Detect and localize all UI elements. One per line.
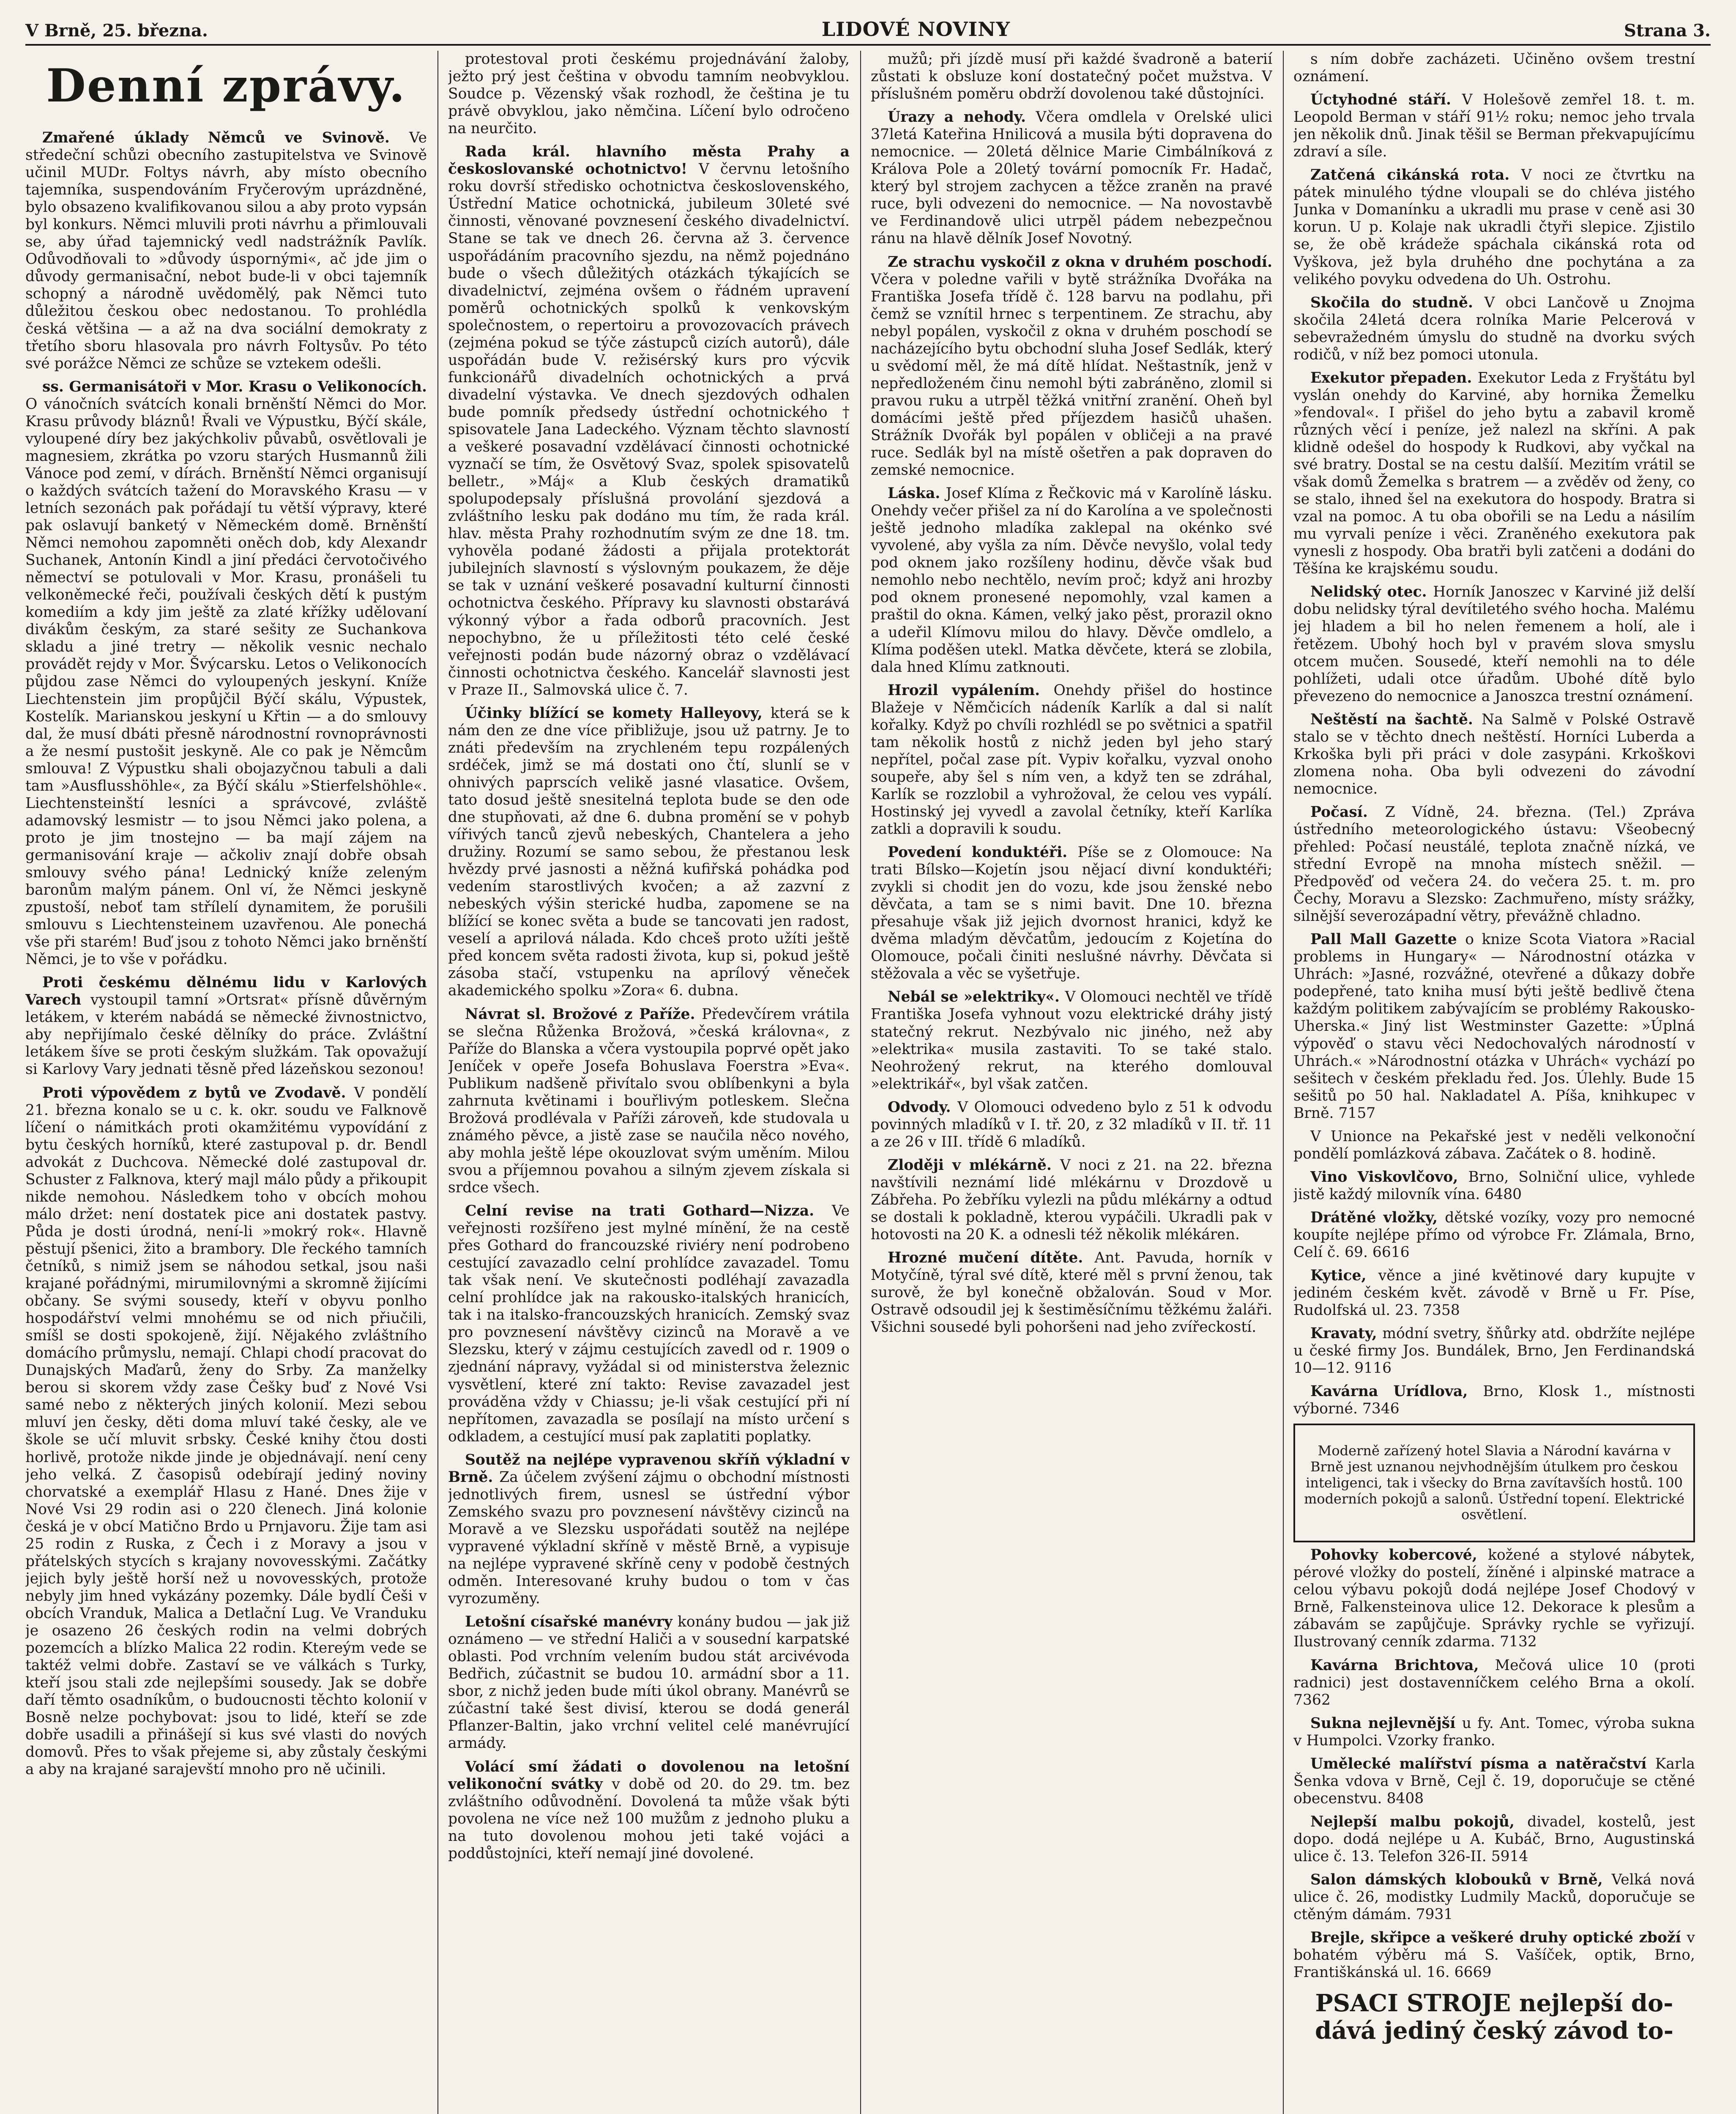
article-headline: Pall Mall Gazette xyxy=(1310,931,1465,948)
article-body: V obci Lančově u Znojma skočila 24letá dcera rolníka Marie Pelcerová v sebevražedném úmyslu do studně na dvorku svých rodičů, v níž bez pomoci utonula. xyxy=(1293,294,1695,363)
article-headline: Letošní císařské manévry xyxy=(465,1613,678,1631)
classified-text xyxy=(1293,1657,1695,1709)
article-text xyxy=(448,1613,850,1752)
classified-body: Mečová ulice 10 (proti radnici) jest dostavenníčkem celého Brna a okolí. 7362 xyxy=(1293,1657,1695,1709)
article-text xyxy=(25,974,427,1078)
article-headline: Nebál se »elektriky«. xyxy=(888,989,1065,1006)
column-4 xyxy=(1293,51,1695,2114)
classified-text xyxy=(1301,1443,1687,1523)
article xyxy=(1293,931,1695,1122)
classified-text xyxy=(1293,1169,1695,1203)
article-headline: Proti českému dělnému lidu v Karlových Varech xyxy=(25,974,427,1009)
header-title: LIDOVÉ NOVINY xyxy=(821,18,1010,41)
article-body: s ním dobře zacházeti. Učiněno ovšem trestní oznámení. xyxy=(1293,51,1695,85)
article xyxy=(448,1613,850,1752)
article-headline: Počasí. xyxy=(1310,803,1385,821)
classified-ad xyxy=(1293,1755,1695,1807)
article xyxy=(871,51,1272,103)
article-text xyxy=(1293,51,1695,85)
article-text xyxy=(871,254,1272,479)
article xyxy=(25,974,427,1078)
classified-ad xyxy=(1293,1267,1695,1319)
header-date: V Brně, 25. března. xyxy=(25,21,208,41)
article-headline: Volácí smí žádati o dovolenou na letošní velikonoční svátky xyxy=(448,1758,850,1793)
classified-body: Brno, Klosk 1., místnosti výborné. 7346 xyxy=(1293,1383,1695,1418)
article-headline: Hrozné mučení dítěte. xyxy=(888,1249,1095,1267)
article-body: V pondělí 21. března konalo se u c. k. okr. soudu ve Falknově líčení o námitkách proti okamžitému vypovídání z bytu českých horníků, které zastupoval p. dr. Bendl advokát z Duchcova. Německé dolé zastupoval dr. Schuster z Falknova, který majl málo půdy a přikoupit nikde nemohou. Následkem toho v obcích mohou málo držet: není dostatek pice ani dostatek pastvy. Půda je dosti úrodná, není-li »mokrý rok«. Hlavně pěstují pšenici, žito a brambory. Dle řeckého tamních četníků, s nimiž jsem se náhodou setkal, jsou naši krajané pořádnými, mirumilovnými a skromně žijícími občany. Se svými sousedy, kteří v obyvu ponlho hospodářství velmi mnohému se od nich přiučili, smíšl se dosti spokojeně, žijí. Nějakého zvláštního domácího průmyslu, nemají. Chlapi chodí pracovat do Dunajských Maďarů, ženy do Srby. Za manželky berou si skorem vždy zase Češky buď z Nové Vsi samé nebo z některých jiných kolonií. Mezi sebou mluví jen česky, děti doma mluví také česky, ale ve škole se učí mluvit srbsky. České knihy čtou dosti horlivě, protože nikde jinde je objednávají. není ceny jeho velká. Z časopisů odebírají jediný noviny chorvatské a exemplář Hlasu z Hané. Dnes žije v Nové Vsi 29 rodin asi o 220 členech. Jiná kolonie česká je v obcí Matično Brdo u Prnjavoru. Žije tam asi 25 rodin z Ruska, z Čech i z Moravy a jsou v přátelských stycích s krajany novovesskými. Začátky jejich byly ještě horší než u novovesských, protože nebyly jim hned vykázány pozemky. Dále bydlí Češi v obcích Vranduk, Malica a Detlační Lug. Ve Vranduku je osazeno 26 českých rodin na velmi dobrých pozemcích a blízko Malica 22 rodin. Ktereým vede se taktéž velmi dobře. Zastaví se ve válkách s Turky, kteří jsou stali zde nejlepšími sousedy. Jak se dobře daří těmto osadníkům, o budoucnosti těchto kolonií v Bosně nelze pochybovat: jsou to lidé, kteří se zde dobře usadili a přinášejí si kus své vlasti do nových domovů. Přes to však přejeme si, aby zůstaly českými a aby na krajané sarajevští mnoho pro ně učinili. xyxy=(25,1084,427,1778)
classified-ad xyxy=(1293,1169,1695,1203)
classified-body: Karla Šenka vdova v Brně, Cejl č. 19, doporučuje se ctěné obecenstvu. 8408 xyxy=(1293,1755,1695,1807)
article xyxy=(1293,1128,1695,1163)
article-body: Na Salmě v Polské Ostravě stalo se v těchto dnech neštěstí. Horníci Luberda a Krkoška byli při práci v dole zasypáni. Krkoškovi zlomena noha. Oba byli odvezeni do závodní nemocnice. xyxy=(1293,711,1695,797)
article-body: V Olomouci nechtěl ve třídě Františka Josefa vyhnout vozu elektrické dráhy jistý statečný rekrut. Nezbývalo nic jiného, než aby »elektrika« musila zastaviti. To se také stalo. Neohrožený rekrut, na kterého domlouval »elektrikář«, byl však zatčen. xyxy=(871,989,1272,1093)
classified-headline: Moderně zařízený hotel Slavia a Národní kavárna xyxy=(1318,1443,1663,1459)
article xyxy=(871,844,1272,983)
article-text xyxy=(871,989,1272,1093)
article-body: Z Vídně, 24. března. (Tel.) Zpráva ústředního meteorologického ústavu: Všeobecný přehled: Počasí neustálé, teplota značně nízká, ve střední Evropě na mnoha místech sněžil. — Předpověď od večera 24. do večera 25. t. m. pro Čechy, Moravu a Slezsko: Zachmuřeno, místy srážky, silnější severozápadní větry, převážně chladno. xyxy=(1293,803,1695,925)
article-headline: ss. Germanisátoři v Mor. Krasu o Velikonocích. xyxy=(42,378,427,395)
article-headline: Odvody. xyxy=(888,1098,958,1116)
classified-headline: Kytice, xyxy=(1310,1267,1378,1284)
classified-ad xyxy=(1293,1929,1695,1981)
classified-body: Velká nová ulice č. 26, modistky Ludmily Macků, doporučuje se ctěným dámám. 7931 xyxy=(1293,1871,1695,1923)
classified-ad xyxy=(1293,1813,1695,1865)
article-body: Ant. Pavuda, horník v Motyčíně, týral své dítě, které měl s první ženou, tak surově, že byl konečně obžalován. Soud v Mor. Ostravě odsoudil jej k šestiměsíčnímu těžkému žaláři. Všichni sousedé byli pohoršeni nad jeho zvířeckostí. xyxy=(871,1249,1272,1336)
classified-text xyxy=(1293,1383,1695,1418)
article-text xyxy=(448,1451,850,1607)
article-body: V Olomouci odvedeno bylo z 51 k odvodu povinných mladíků v I. tř. 20, z 32 mladíků v II. tř. 11 a ze 26 v III. třídě 6 mladíků. xyxy=(871,1098,1272,1150)
classified-text xyxy=(1293,1209,1695,1261)
classified-headline: Kavárna Urídlova, xyxy=(1310,1383,1483,1400)
article-text xyxy=(448,143,850,699)
column-2 xyxy=(448,51,850,2114)
article xyxy=(871,485,1272,676)
article-body: V Unionce na Pekařské jest v neděli velkonoční pondělí pomlázková zábava. Začátek o 8. hodině. xyxy=(1293,1128,1695,1162)
article-text xyxy=(871,1099,1272,1151)
classified-text xyxy=(1293,1929,1695,1981)
classified-headline: Kavárna Brichtova, xyxy=(1310,1657,1495,1674)
article xyxy=(448,1451,850,1607)
article-text xyxy=(1293,1128,1695,1163)
article-headline: Proti výpovědem z bytů ve Zvodavě. xyxy=(42,1084,354,1101)
classified-headline: Salon dámských klobouků v Brně, xyxy=(1310,1871,1612,1889)
article-headline: Exekutor přepaden. xyxy=(1310,369,1478,386)
article-body: Píše se z Olomouce: Na trati Bílsko—Kojetín jsou nějací divní konduktéři; zvykli si chodit jen do vozu, kde jsou ženské nebo děvčata, a tam se s nimi bavit. Dne 10. března přesahuje však již jejich dvornost hranici, když ke dvěma mladým děvčatům, jedoucím z Kojetína do Olomouce, počali činiti neslušné návrhy. Děvčata si stěžovala a věc se vyšetřuje. xyxy=(871,844,1272,983)
column-3 xyxy=(871,51,1272,2114)
article-text xyxy=(25,129,427,372)
article-text xyxy=(871,682,1272,838)
classified-headline: Brejle, skřipce a veškeré druhy optické zboží xyxy=(1310,1929,1687,1947)
classified-text xyxy=(1293,1267,1695,1319)
article xyxy=(448,1202,850,1446)
article-body: Ve veřejnosti rozšířeno jest mylné mínění, že na cestě přes Gothard do francouzské riviéry není podrobeno cestující zavazadlo celní prohlídce zavazadel. Tomu tak však není. Ve skutečnosti podléhají zavazadla celní prohlídce jak na rakousko-italských hranicích, tak i na italsko-francouzských hranicích. Zemský svaz pro povznesení návštěvy cizinců na Moravě a ve Slezsku, který v zájmu cestujících zavedl od r. 1909 o zjednání nápravy, vyžádal si od ministerstva železnic vysvětlení, které zní takto: Revise zavazadel jest prováděna vždy v Chiassu; je-li však cestující při ní nepřítomen, zavazadla se posílají na místo určení s odkladem, a cestující musí pak zaplatiti poplatky. xyxy=(448,1202,850,1445)
article xyxy=(448,1006,850,1197)
article xyxy=(1293,51,1695,85)
typewriter-ad-line: dává jediný český závod to- xyxy=(1315,2016,1673,2045)
article-headline: Návrat sl. Brožové z Paříže. xyxy=(465,1005,702,1023)
article-body: konány budou — jak již oznámeno — ve střední Haliči a v sousední karpatské oblasti. Pod vrchním velením budou stát arcivévoda Bedřich, zúčastnit se budou 10. armádní sbor a 11. sbor, z nichž jeden bude míti úkol obrany. Manévrů se zúčastní také šest divisí, kterou se dodá generál Pflanzer-Baltin, jako vrchní velitel celé manévrující armády. xyxy=(448,1613,850,1752)
article-text xyxy=(1293,167,1695,288)
article xyxy=(25,378,427,969)
article-headline: Skočila do studně. xyxy=(1310,294,1484,311)
article xyxy=(1293,583,1695,705)
classified-headline: Kravaty, xyxy=(1310,1325,1383,1342)
article xyxy=(871,254,1272,479)
classified-headline: Drátěné vložky, xyxy=(1310,1209,1445,1226)
article-text xyxy=(448,1758,850,1862)
header-page-number: Strana 3. xyxy=(1624,21,1711,41)
article xyxy=(871,1099,1272,1151)
typewriter-ad xyxy=(1293,1990,1695,2044)
article-headline: Ze strachu vyskočil z okna v druhém poschodí. xyxy=(888,253,1272,271)
article-text xyxy=(448,705,850,1000)
article xyxy=(1293,167,1695,288)
classified-body: Brno, Solniční ulice, vyhlede jistě každý milovník vína. 6480 xyxy=(1293,1168,1695,1203)
article-body: která se k nám den ze dne více přibližuje, jsou už patrny. Je to znáti především na zrychleném tepu rozpálených srdéček, jimž se má dostati ono čtí, slunlí se v ohnivých paprscích velikě jasné vlasatice. Ovšem, tato dosud ještě snesitelná teplota bude se den ode dne stupňovati, až dne 6. dubna promění se v pohyb vířivých tanců zjevů nebeských, Chantelera a jeho družiny. Rozumí se samo sebou, že přestanou lesk hvězdy prvé jasnosti a něžná kufiřská pohádka pod vedením starostlivých kvočen; a až zazvní z nebeských výšin sterické hudba, zapomene se na blížící se konec světa a bude se tancovati jen radost, veselí a aprilová nálada. Kdo chceš proto užíti ještě před koncem světa radosti života, kup si, pokud ještě zásoba stačí, vstupenku na aprílový věneček akademického spolku »Zora« 6. dubna. xyxy=(448,704,850,999)
article-headline: Neštěstí na šachtě. xyxy=(1310,711,1482,728)
article-headline: Soutěž na nejlépe vypravenou skříň výkladní v Brně. xyxy=(448,1451,850,1486)
article-body: Za účelem zvýšení zájmu o obchodní místnosti jednotlivých firem, usnesl se ústřední výbor Zemského svazu pro povznesení návštěvy cizinců na Moravě a ve Slezsku uspořádati soutěž na nejlépe vypravené výkladní skříně v městě Brně, a vypisuje na nejlépe vypravené skříně ceny v podobě čestných odměn. Interesované kruhy budou o tom v čas vyrozuměny. xyxy=(448,1468,850,1607)
article-text xyxy=(1293,804,1695,925)
article xyxy=(448,143,850,699)
article-headline: Účinky blížící se komety Halleyovy, xyxy=(465,704,771,722)
classified-ad xyxy=(1293,1383,1695,1418)
classified-headline: Nejlepší malbu pokojů, xyxy=(1310,1813,1528,1830)
article-body: O vánočních svátcích konali brněnští Němci do Mor. Krasu průvody bláznů! Řvali ve Výpustku, Býčí skále, vyloupené díry bez jakýchkoliv půvabů, osvětlovali je magnesiem, zkrátka po vzoru starých Husmannů žili Vánoce pod zemí, v dírách. Brněnští Němci organisují o každých svátcích tažení do Moravského Krasu — v letních sezonách pak pořádají tu větší výpravy, které pak oslavují banketý v Německém domě. Brněnští Němci nemohou zapomněti oněch dob, kdy Alexandr Suchanek, Antonín Kindl a jiní předáci červotočivého němectví se potulovali v Mor. Krasu, pronášeli tu velkoněmecké řeči, používali českých dětí k pustým komediím a kdy jim ještě za zlaté křížky udělovaní divákům českým, za staré sešity ze Suchankova skladu a jiné tretry — několik vesnic nechalo provádět rejdy v Mor. Švýcarsku. Letos o Velikonocích půjdou zase Němci do vyloupených jeskyní. Kníže Liechtenstein jim propůjčil Býčí skálu, Výpustek, Kostelík. Marianskou jeskyní u Křtin — a do smlouvy dal, že musí dbáti přesně národnostní rovnoprávnosti a že nesmí pustošit jeskyně. Ale co pak je Němcům smlouva! Z Výpustku shali obojazyčnou tabuli a dali tam »Ausflusshöhle«, za Býčí skálu »Stierfelshöhle«. Liechtensteinští lesníci a správcové, zvláště adamovský lesmistr — to jsou Němci jako polena, a proto je jim tnostejno — ba mají zájem na germanisování kraje — ačkoliv znají dobře obsah smlouvy svého pána! Lednický kníže zeleným baronům malým pánem. Onl ví, že Němci jeskyně zpustoší, neboť tam střílelí dynamitem, že porušili smlouvu s Liechtensteinem uzavřenou. Ale ponechá vše při starém! Buď jsou z tohoto Němci jako brněnští Němci, je to vše v pořádku. xyxy=(25,395,427,968)
article-headline: Povedení konduktéři. xyxy=(888,844,1078,861)
article-text xyxy=(1293,370,1695,578)
article xyxy=(871,682,1272,838)
article-headline: Hrozil vypálením. xyxy=(888,682,1054,699)
classified-ad xyxy=(1293,1871,1695,1923)
article xyxy=(1293,711,1695,798)
article xyxy=(1293,91,1695,161)
column-divider xyxy=(1283,51,1284,2114)
article-body: V noci ze čtvrtku na pátek minulého týdne vloupali se do chléva jistého Junka v Domanínku a ukradli mu prase v ceně asi 30 korun. U p. Kolaje nak ukradli čtyři slepice. Zjistilo se, že obě krádeže spáchala cikánská rota od Vyškova, jež byla druhého dne pochytána a za velikého povyku odvedena do Uh. Ostrohu. xyxy=(1293,167,1695,288)
article xyxy=(871,1157,1272,1243)
article-body: V noci z 21. na 22. března navštívili neznámí lidé mlékárnu v Drozdově u Zábřeha. Po žebříku vylezli na půdu mlékárny a odtud se dostali k pokladně, kterou vypáčili. Ukradli pak v hotovosti na 20 K. a odnesli též několik mlékáren. xyxy=(871,1156,1272,1243)
header-rule xyxy=(25,44,1711,46)
classified-body: divadel, kostelů, jest dopo. dodá nejlépe u A. Kubáč, Brno, Augustinská ulice č. 13. Telefon 326-II. 5914 xyxy=(1293,1813,1695,1865)
article-text xyxy=(448,51,850,137)
article-text xyxy=(25,1084,427,1779)
page-header xyxy=(25,17,1711,41)
article-body: Horník Janoszec v Karviné již delší dobu nelidsky týral devítiletého svého hocha. Malému jej hladem a bil ho nelen řemenem a holí, ale i řetězem. Ubohý hoch byl v pravém slova smyslu otcem mučen. Sousedé, kteří nemohli na to déle pohlížeti, udali otce úřadům. Ubohé dítě bylo převezeno do nemocnice a Janoszca trestní oznámení. xyxy=(1293,583,1695,705)
classified-body: u fy. Ant. Tomec, výroba sukna v Humpolci. Vzorky franko. xyxy=(1293,1714,1695,1749)
article-text xyxy=(25,378,427,969)
classified-body: módní svetry, šňůrky atd. obdržíte nejlépe u české firmy Jos. Bundálek, Brno, Jen Ferdinandská 10—12. 9116 xyxy=(1293,1325,1695,1377)
article-headline: Zatčená cikánská rota. xyxy=(1310,167,1521,184)
article xyxy=(25,129,427,372)
column-divider xyxy=(860,51,861,2114)
article-text xyxy=(1293,931,1695,1122)
article-headline: Nelidský otec. xyxy=(1310,583,1433,601)
article-text xyxy=(871,1157,1272,1243)
classified-ad xyxy=(1293,1547,1695,1651)
classified-headline: Pohovky kobercové, xyxy=(1310,1547,1488,1564)
classified-ad xyxy=(1293,1325,1695,1377)
classified-headline: Vino Viskovlčovo, xyxy=(1310,1168,1468,1186)
section-masthead: Denní zprávy. xyxy=(46,59,406,112)
article-body: v době od 20. do 29. tm. bez zvláštního odůvodnění. Dovolená ta může však býti povolena ne více než 100 mužům z jednoho pluku a na tuto dovolenou mohou jeti také vojáci a poddůstojníci, kteří nemají jiné dovolené. xyxy=(448,1775,850,1862)
article-headline: Celní revise na trati Gothard—Nizza. xyxy=(465,1202,832,1220)
classified-text xyxy=(1293,1715,1695,1750)
classified-body: dětské vozíky, vozy pro nemocné koupíte nejlépe přímo od výrobce Fr. Zlámala, Brno, Celí č. 69. 6616 xyxy=(1293,1209,1695,1261)
article-body: protestoval proti českému projednávání žaloby, ježto prý jest čeština v obvodu tamním neobvyklou. Soudce p. Vězenský však rozhodl, že čeština je tu právě obvyklou, jako němčina. Líčení bylo odročeno na neurčito. xyxy=(448,51,850,137)
article-text xyxy=(1293,91,1695,161)
article-text xyxy=(871,51,1272,103)
article-body: mužů; při jízdě musí při každé švadroně a baterií zůstati k obsluze koní dostatečný počet mužstva. V příslušném poměru obdrží dovolenou také důstojníci. xyxy=(871,51,1272,103)
article-body: Exekutor Leda z Fryštátu byl vyslán onehdy do Karviné, aby hornika Žemelku »fendoval«. I přišel do jeho bytu a zabavil kromě různých věcí i peníze, jež nalezl na skříni. A pak klidně odešel do hospody k Rudkovi, aby vyčkal na své bratry. Dostal se na cestu dalšíí. Mezitím vrátil se však domů Žemelka s bratrem — a zvěděv od ženy, co se stalo, ihned šel na exekutora do hospody. Bratra si vzal na pomoc. A tu oba obořili se na Ledu a násilím mu vyrvali peníze i věci. Zraněného exekutora pak vynesli z hospody. Oba bratři byli zatčeni a dodáni do Těšína ke krajskému soudu. xyxy=(1293,369,1695,578)
article xyxy=(448,705,850,1000)
article-body: Předevčírem vrátila se slečna Růženka Brožová, »česká královna«, z Paříže do Blanska a včera vystoupila poprvé opět jako Jeníček v opeře Josefa Bohuslava Foerstra »Eva«. Publikum nadšeně přivítalo svou oblíbenkyni a byla zahrnuta květinami i bouřlivým potleskem. Slečna Brožová prodlévala v Paříži zároveň, kde studovala u známého pěvce, a jistě zase se naučila něco nového, aby mohla ještě lépe okouzlovat svým uměním. Milou svou a příjemnou povahou a silným zjevem získala si srdce všech. xyxy=(448,1005,850,1196)
classified-text xyxy=(1293,1871,1695,1923)
article xyxy=(1293,804,1695,925)
classified-text xyxy=(1293,1755,1695,1807)
article-body: Josef Klíma z Řečkovic má v Karolíně lásku. Onehdy večer přišel za ní do Karolína a ve společnosti ještě jednoho mladíka zaklepal na okénko své vyvolené, aby vyšla za ním. Děvče nevyšlo, volal tedy pod oknem jako rozšíleny hodinu, děvče však bud nemohlo nebo nechtělo, nevím proč; když ani hrozby pod oknem pronesené nepomohly, vzal kamen a praštil do okna. Kámen, velký jako pěst, prorazil okno a udeřil Klímovu milou do hlavy. Děvče omdlelo, a Klíma poděšen utekl. Matka děvčete, která se zlobila, dala hned Klímu zatknouti. xyxy=(871,485,1272,676)
article xyxy=(25,1084,427,1779)
article-body: o knize Scota Viatora »Racial problems in Hungary« — Národnostní otázka v Uhrách: »Jasné, rozvážné, otevřené a důkazy dobře podepřené, tato kniha musí býti ještě bedlivě čtena každým politikem zabývajícím se problémy Rakousko-Uherska.« Jiný list Westminster Gazette: »Úplná výpověď o stavu věci Nedochovalých národností v Uhrách.« »Národnostní otázka v Uhrách« vychází po sešitech v českém překladu řed. Jos. Úlehly. Bude 15 sešitů po 50 hal. Nakladatel A. Píša, knihkupec v Brně. 7157 xyxy=(1293,931,1695,1122)
classified-ad xyxy=(1293,1715,1695,1750)
article-headline: Úrazy a nehody. xyxy=(888,109,1036,126)
article-body: V Holešově zemřel 18. t. m. Leopold Berman v stáří 91½ roku; nemoc jeho trvala jen několik dnů. Jinak těšil se Berman překvapujícímu zdraví a síle. xyxy=(1293,91,1695,161)
classified-body: v Brně jest uznanou nejvhodnějším útulkem pro českou inteligenci, tak i všecky do Brna zavítavších hostů. 100 moderních pokojů a salonů. Ústřední topení. Elektrické osvětlení. xyxy=(1304,1443,1685,1523)
article-text xyxy=(871,844,1272,983)
article xyxy=(871,989,1272,1093)
classified-headline: Umělecké malířství písma a natěračství xyxy=(1310,1755,1655,1772)
article-text xyxy=(448,1202,850,1446)
classified-body: věnce a jiné květinové dary kupujte v jediném českém květ. závodě v Brně u Fr. Píse, Rudolfská ul. 23. 7358 xyxy=(1293,1267,1695,1319)
classified-ad xyxy=(1293,1424,1695,1542)
classified-text xyxy=(1293,1325,1695,1377)
column-divider xyxy=(437,51,438,2114)
article-headline: Zmařené úklady Němců ve Svinově. xyxy=(42,129,409,146)
article-text xyxy=(448,1006,850,1197)
article-headline: Úctyhodné stáří. xyxy=(1310,91,1462,109)
article-body: Včera omdlela v Orelské ulici 37letá Kateřina Hnilicová a musila býti dopravena do nemocnice. — 20letá dělnice Marie Cimbálníková z Králova Pole a 20letý tovární pomocník Fr. Hadač, který byl strojem zachycen a těžce zraněn na pravé ruce, byli odvezeni do nemocnice. — Na novostavbě ve Ferdinandově ulici utrpěl pádem nebezpečnou ránu na hlavě dělník Josef Novotný. xyxy=(871,109,1272,247)
article-headline: Láska. xyxy=(888,485,946,502)
article xyxy=(448,51,850,137)
article xyxy=(1293,294,1695,364)
article-body: vystoupil tamní »Ortsrat« přísně důvěrným letákem, v kterém nabádá se německé živnostnictvo, aby nepřijímalo české dělníky do práce. Zvláštní letákem šíve se proti českým služkám. Tak opovažují si Karlovy Vary jednati těsně před lázeňskou sezonou! xyxy=(25,991,427,1078)
classified-ad xyxy=(1293,1657,1695,1709)
article xyxy=(871,1249,1272,1336)
article-text xyxy=(871,485,1272,676)
article-body: Včera v poledne vařili v bytě strážníka Dvořáka na Františka Josefa třídě č. 128 barvu na podlahu, při čemž se vznítil hrnec s terpentinem. Ze strachu, aby nebyl popálen, vyskočil z okna v druhém poschodí se nacházejícího bytu obchodní sluha Josef Sedlák, který u svědomí měl, že má dítě hlídat. Neštastník, jenž v nepředloženém činu nemohl býti zabráněno, zlomil si pravou ruku a utrpěl těžká vnitřní zranění. Oheň byl domácími ještě před příjezdem hasičů uhašen. Strážník Dvořák byl popálen v obličeji a na pravé ruce. Sedlák byl na místě ošetřen a pak dopraven do zemské nemocnice. xyxy=(871,271,1272,479)
article-text xyxy=(1293,294,1695,364)
classified-text xyxy=(1293,1813,1695,1865)
classified-text xyxy=(1293,1547,1695,1651)
article xyxy=(1293,370,1695,578)
article-body: V červnu letošního roku dovrší středisko ochotnictva československého, Ústřední Matice ochotnická, jubileum 30leté své činnosti, věnované povznesení českého divadelnictví. Stane se tak ve dnech 26. června až 3. července uspořádáním pracovního sjezdu, na němž pojednáno bude o všech důležitých otázkách týkajících se divadelnictví, zejména ovšem o řádném upravení poměrů ochotnických spolků k venkovským společnostem, o repertoiru a provozovacích právech (zejména pokud se týče zástupců cizích autorů), dále uspořádán bude V. režisérský kurs pro výcvik funkcionářů divadelních ochotnických a prvá divadelní výstavka. Ve dnech sjezdových odhalen bude pomník předsedy ústřední ochotnického † spisovatele Jana Ladeckého. Význam těchto slavností a veškeré posavadní vzdělávací činnosti ochotnické vyznačí se tím, že Osvětový Svaz, spolek spisovatelů belletr., »Máj« a Klub českých dramatiků spolupodepsaly příslušná provolání sjezdová a zvláštního lesku pak dodáno mu tím, že rada král. hlav. města Prahy rozhodnutím svým ze dne 18. tm. vyhověla podané žádosti a přijala protektorát jubilejních slavností s výslovným poukazem, že děje se tak v uznání veškeré posavadní kulturní činnosti ochotnictva českého. Přípravy ku slavnosti obstarává výkonný výbor a řada odborů pracovních. Jest nepochybno, že u příležitosti této celé české veřejnosti podán bude názorný obraz o vzdělávací činnosti ochotnictva českého. Kancelář slavnosti jest v Praze II., Salmovská ulice č. 7. xyxy=(448,161,850,698)
article-text xyxy=(1293,583,1695,705)
article-text xyxy=(1293,711,1695,798)
classified-body: kožené a stylové nábytek, pérové vložky do postelí, žíněné i alpinské matrace a celou výbavu pokojů dodá nejlépe Josef Chodový v Brně, Falkensteinova ulice 12. Dekorace k plesům a zábavám se zapůjčuje. Správky rychle se vyřizují. Ilustrovaný cenník zdarma. 7132 xyxy=(1293,1547,1695,1651)
article-body: Ve středeční schůzi obecního zastupitelstva ve Svinově učinil MUDr. Foltys návrh, aby místo obecního tajemníka, suspendováním Fryčerovým uprázdněné, bylo obsazeno kvalifikovanou silou a aby proto vypsán byl konkurs. Němci mluvili proti návrhu a přimlouvali se, aby úřad tajemnický vedl nadstrážník Pavlík. Odůvodňovali to »důvody úspornými«, ač jde jim o důvody germanisační, nebot bude-li v obci tajemník schopný a národně uvědomělý, pak Němci tuto důležitou českou obec nedostanou. To prohlédla česká většina — a až na dva sociální demokraty z třetího sboru hlasovala pro návrh Foltysův. Po této své porážce Němci ze schůze se vztekem odešli. xyxy=(25,129,427,372)
article-body: Onehdy přišel do hostince Blažeje v Němčicích nádeník Karlík a dal si nalít kořalky. Když po chvíli rozhlédl se po světnici a spatřil tam několik hostů z nichž jeden byl jeho starý nepřítel, počal zase pít. Vypiv kořalku, vyzval onoho soupeře, aby šel s ním ven, a když ten se zdráhal, Karlík se rozzlobil a vyhrožoval, že celou ves vypálí. Hostinský jej vyvedl a zavolal četníky, kteří Karlíka zatkli a dopravili k soudu. xyxy=(871,682,1272,838)
classified-body: v bohatém výběru má S. Vašíček, optik, Brno, Františkánská ul. 16. 6669 xyxy=(1293,1929,1695,1981)
article-headline: Rada král. hlavního města Prahy a českoslovanské ochotnictvo! xyxy=(448,143,850,178)
article xyxy=(871,109,1272,247)
article-text xyxy=(871,109,1272,247)
typewriter-ad-line: PSACI STROJE nejlepší do- xyxy=(1315,1989,1673,2018)
article-headline: Zloději v mlékárně. xyxy=(888,1156,1060,1174)
classified-headline: Sukna nejlevnější xyxy=(1310,1714,1462,1732)
classifieds xyxy=(1293,1169,1695,1981)
column-1 xyxy=(25,51,427,2114)
classified-ad xyxy=(1293,1209,1695,1261)
article-text xyxy=(871,1249,1272,1336)
article xyxy=(448,1758,850,1862)
